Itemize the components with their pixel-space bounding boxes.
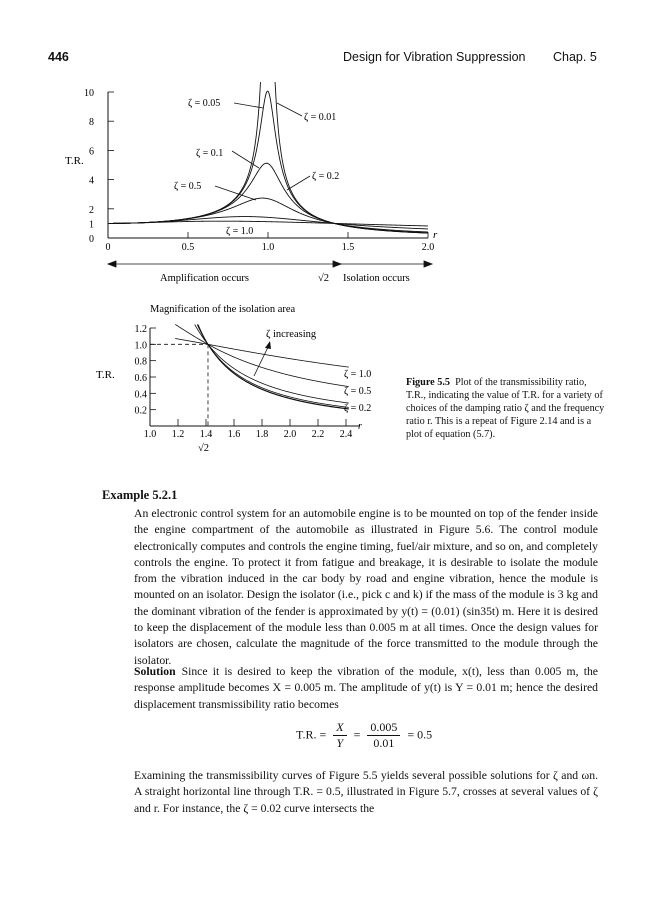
y-tick-label: 1 — [89, 219, 94, 231]
bottom-y-tick-label: 0.6 — [134, 373, 147, 384]
fraction-num-value: 0.005 — [367, 720, 400, 736]
curve-label-zeta-005: ζ = 0.05 — [188, 98, 221, 109]
solution-paragraph — [134, 664, 598, 713]
bottom-sqrt2-label: √2 — [198, 443, 210, 454]
equation-equals: = — [353, 727, 361, 742]
curve-label-zeta-001: ζ = 0.01 — [304, 112, 337, 123]
bottom-x-tick-label: 2.2 — [311, 429, 325, 440]
x-tick-label: 2.0 — [421, 242, 435, 253]
x-axis-label: r — [433, 229, 438, 241]
curve-0.01 — [108, 82, 428, 233]
transmissibility-equation — [296, 720, 432, 751]
bottom-x-tick-label: 1.6 — [227, 429, 241, 440]
zeta-increasing-label: ζ increasing — [266, 329, 317, 340]
bottom-y-tick-label: 0.8 — [134, 356, 147, 368]
bottom-y-tick-label: 1.0 — [134, 340, 147, 352]
fraction-num-x: X — [333, 720, 346, 736]
bottom-y-tick-label: 0.4 — [134, 389, 147, 401]
curve-label-zeta-10: ζ = 1.0 — [226, 226, 254, 237]
bottom-x-tick-label: 1.0 — [143, 429, 157, 440]
amplification-arrowhead-left — [108, 261, 116, 267]
figure-caption-text: Plot of the transmissibility ratio, T.R., indicating the value of T.R. for a variety of choices of the damping ratio ζ and the frequency ratio r. This is a repeat of Figure 2.14 and is a plot of equation (5.7). — [406, 377, 605, 440]
fraction-x-over-y — [333, 720, 346, 751]
x-tick-label: 0 — [105, 242, 111, 253]
chapter-label: Chap. 5 — [553, 50, 597, 64]
region-sqrt2-label: √2 — [318, 273, 330, 284]
pointer-zeta-01 — [232, 151, 259, 168]
bottom-curve-label-zeta-10: ζ = 1.0 — [344, 369, 372, 380]
fraction-den-y: Y — [336, 736, 344, 750]
curve-label-zeta-02: ζ = 0.2 — [312, 171, 340, 182]
x-tick-label: 1.0 — [261, 242, 275, 253]
figure-caption-label: Figure 5.5 — [406, 377, 450, 388]
region-isolation-label: Isolation occurs — [343, 273, 410, 284]
solution-text: Since it is desired to keep the vibration of the module, x(t), less than 0.005 m, the response amplitude becomes X = 0.005 m. The amplitude of y(t) is Y = 0.01 m; hence the desired displacement transmissibility ratio becomes — [134, 665, 598, 711]
bottom-y-tick-label: 1.2 — [134, 324, 147, 335]
y-tick-label: 10 — [84, 88, 94, 99]
bottom-x-tick-label: 1.2 — [171, 429, 185, 440]
curve-label-zeta-05: ζ = 0.5 — [174, 181, 202, 192]
fraction-values — [367, 720, 400, 751]
bottom-x-tick-label: 2.0 — [283, 429, 297, 440]
analysis-paragraph: Examining the transmissibility curves of Figure 5.5 yields several possible solutions for ζ and ωn. A straight horizontal line through T.R. = 0.5, illustrated in Figure 5.7, crosses at several values of ζ and r. For instance, the ζ = 0.02 curve intersects the — [134, 769, 598, 815]
bottom-y-axis-label: T.R. — [96, 369, 115, 381]
bottom-x-tick-label: 1.8 — [255, 429, 269, 440]
amplification-arrowhead-right — [333, 261, 341, 267]
y-tick-label: 6 — [89, 146, 94, 158]
curve-0.05 — [108, 91, 428, 233]
y-tick-label: 8 — [89, 117, 94, 129]
y-tick-label: 2 — [89, 204, 94, 216]
equation-rhs: = 0.5 — [407, 727, 433, 742]
isolation-magnification-chart — [90, 298, 390, 470]
region-amplification-label: Amplification occurs — [160, 273, 249, 284]
bottom-curve-1.0 — [175, 339, 349, 368]
running-head: Design for Vibration Suppression — [343, 50, 526, 64]
y-tick-label: 4 — [89, 175, 94, 187]
bottom-y-tick-label: 0.2 — [134, 405, 147, 417]
x-tick-label: 1.5 — [341, 242, 355, 253]
solution-label: Solution — [134, 665, 176, 678]
curve-label-zeta-01: ζ = 0.1 — [196, 148, 224, 159]
example-paragraph: An electronic control system for an automobile engine is to be mounted on top of the fender inside the engine compartment of the automobile as illustrated in Figure 5.6. The control module electronically computes and controls the engine timing, fuel/air mixture, and so on, and completely controls the engine. To protect it from fatigue and breakage, it is desirable to isolate the module from the vibration induced in the car body by road and engine vibration, hence the module is mounted on an isolator. Design the isolator (i.e., pick c and k) if the mass of the module is 3 kg and the dominant vibration of the fender is approximated by y(t) = (0.01) (sin35t) m. Here it is desired to keep the displacement of the module less than 0.005 m at all times. Once the design values for isolators are chosen, calculate the magnitude of the force transmitted to the module through the isolator. — [134, 507, 598, 667]
page-number: 446 — [48, 50, 69, 64]
bottom-x-tick-label: 1.4 — [199, 429, 213, 440]
bottom-curve-label-zeta-05: ζ = 0.5 — [344, 386, 372, 397]
fraction-den-value: 0.01 — [373, 736, 395, 750]
transmissibility-chart — [60, 82, 450, 292]
bottom-curve-0.5 — [175, 324, 349, 386]
pointer-zeta-02 — [287, 176, 310, 190]
bottom-curve-label-zeta-02: ζ = 0.2 — [344, 403, 372, 414]
zeta-increasing-arrowhead — [265, 341, 271, 349]
example-title: Example 5.2.1 — [102, 488, 178, 502]
bottom-x-axis-label: r — [358, 421, 362, 432]
x-tick-label: 0.5 — [181, 242, 195, 253]
y-tick-label: 0 — [89, 234, 94, 245]
bottom-x-tick-label: 2.4 — [339, 429, 353, 440]
isolation-arrowhead — [424, 261, 432, 267]
pointer-zeta-001 — [277, 103, 302, 116]
figure-caption — [406, 376, 606, 441]
magnification-title: Magnification of the isolation area — [150, 304, 296, 315]
y-axis-label: T.R. — [65, 155, 84, 167]
equation-lhs: T.R. = — [296, 727, 327, 742]
